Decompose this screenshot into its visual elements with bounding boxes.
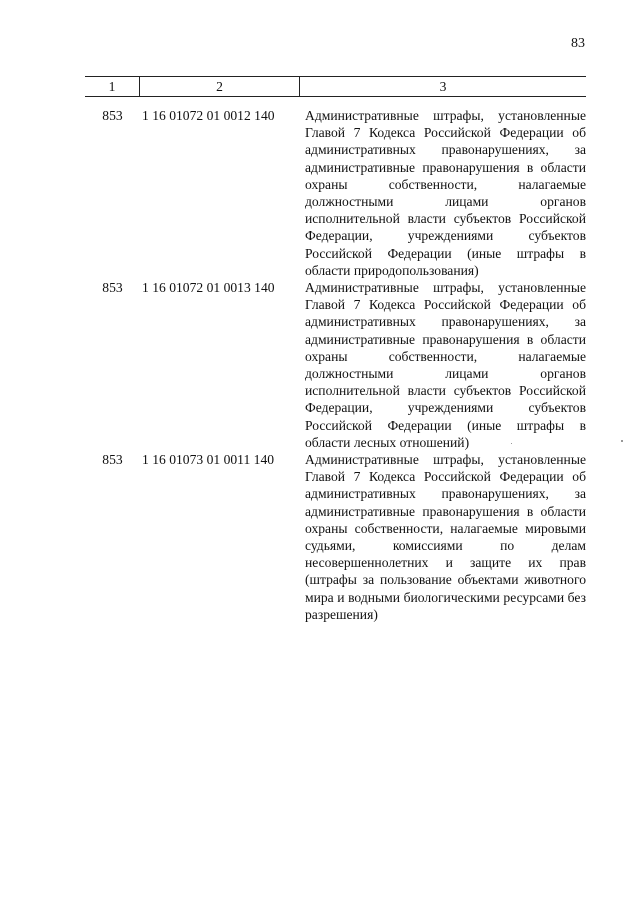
header-cell-1: 1 xyxy=(85,77,140,96)
budget-code-cell: 1 16 01072 01 0012 140 xyxy=(142,108,275,123)
table-body xyxy=(85,107,586,623)
description-cell: Административные штрафы, установленные Главой 7 Кодекса Российской Федерации об административных правонарушениях, за административные правонарушения в области охраны собственности, налагаемые должностными лицами органов исполнительной власти субъектов Российской Федерации, учреждениями субъектов Российской Федерации (иные штрафы в области лесных отношений) xyxy=(305,280,586,450)
code-cell: 853 xyxy=(102,452,123,468)
table-row xyxy=(85,451,586,623)
scan-speck xyxy=(511,443,512,444)
description-cell: Административные штрафы, установленные Главой 7 Кодекса Российской Федерации об административных правонарушениях, за административные правонарушения в области охраны собственности, налагаемые мировыми судьями, комиссиями по делам несовершеннолетних и защите их прав (штрафы за пользование объектами животного мира и водными биологическими ресурсами без разрешения) xyxy=(305,452,586,622)
budget-code-cell: 1 16 01073 01 0011 140 xyxy=(142,452,275,468)
header-cell-3: 3 xyxy=(439,78,447,94)
code-cell: 853 xyxy=(102,108,123,123)
description-cell: Административные штрафы, установленные Главой 7 Кодекса Российской Федерации об административных правонарушениях, за административные правонарушения в области охраны собственности, налагаемые должностными лицами органов исполнительной власти субъектов Российской Федерации, учреждениями субъектов Российской Федерации (иные штрафы в области природопользования) xyxy=(305,108,586,278)
table-row xyxy=(85,279,586,451)
table-row xyxy=(85,107,586,279)
code-cell: 853 xyxy=(102,280,123,296)
scan-speck xyxy=(621,440,623,442)
page-number: 83 xyxy=(571,36,585,51)
table-header xyxy=(85,76,586,97)
budget-code-cell: 1 16 01072 01 0013 140 xyxy=(142,280,275,296)
header-cell-2: 2 xyxy=(140,77,300,96)
